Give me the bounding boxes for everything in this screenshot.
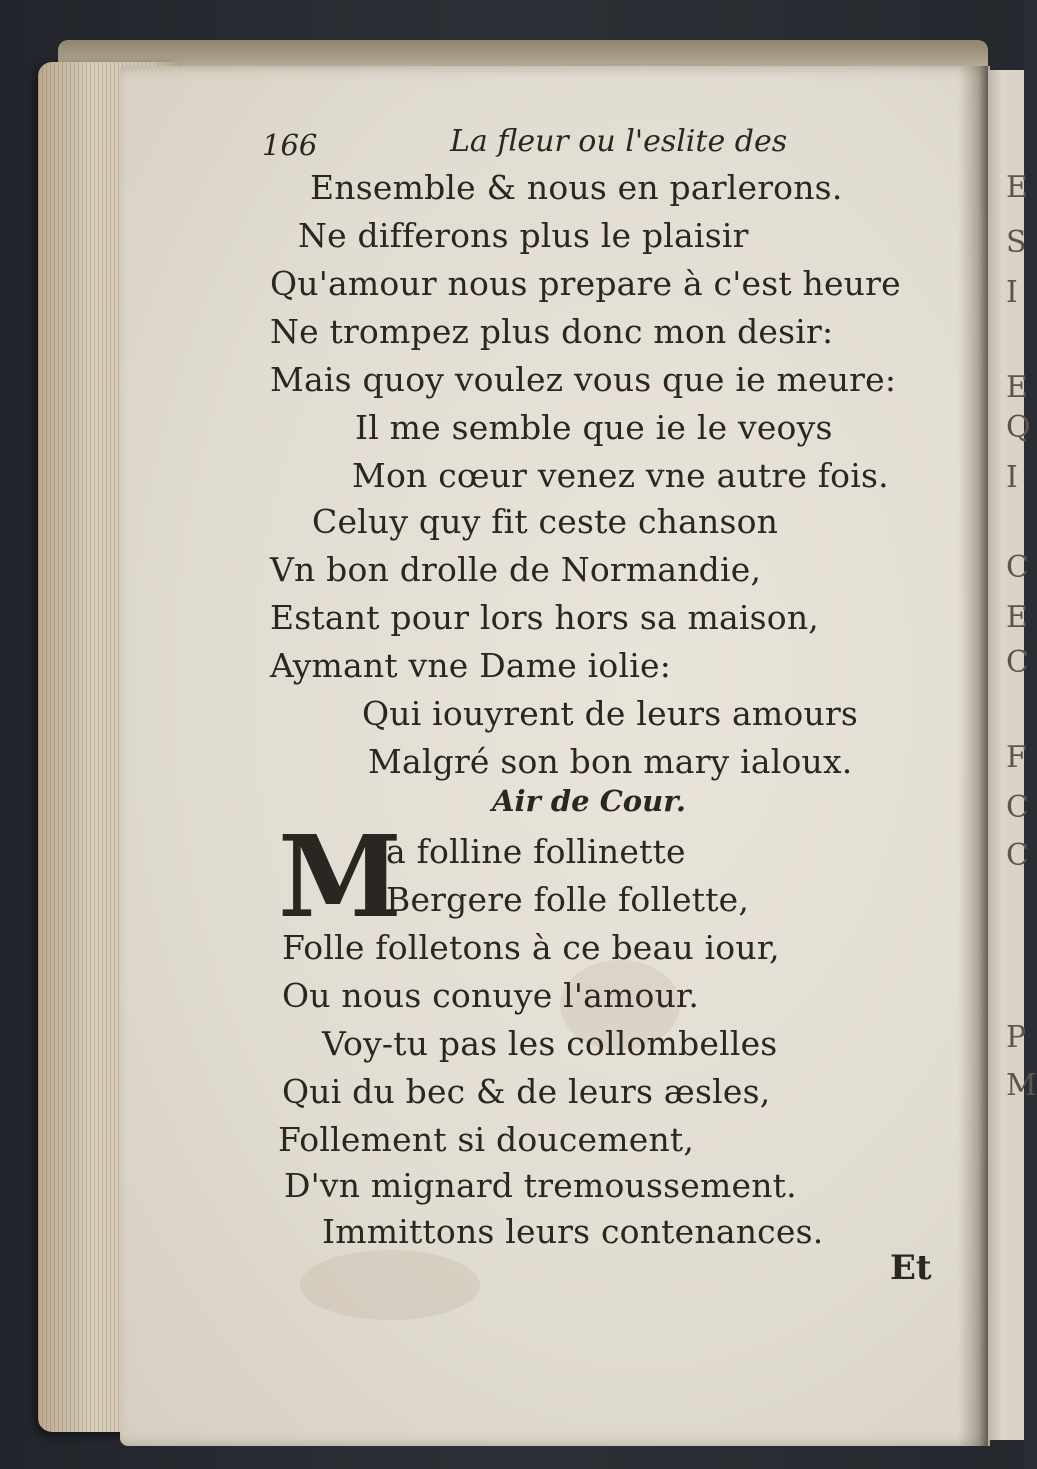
running-title: La fleur ou l'eslite des [450, 124, 788, 159]
facing-page-letter: P [1006, 1020, 1027, 1055]
song-line: a folline follinette [386, 832, 686, 871]
page-gutter [958, 66, 988, 1446]
verse-line: Qu'amour nous prepare à c'est heure [270, 264, 901, 303]
verse-line: Ensemble & nous en parlerons. [310, 168, 843, 207]
verse-line: Qui iouyrent de leurs amours [362, 694, 859, 733]
facing-page-letter: E [1006, 370, 1028, 405]
verse-line: Celuy quy fit ceste chanson [312, 502, 779, 541]
drop-cap: M [278, 812, 402, 943]
facing-page-letter: I [1006, 460, 1018, 495]
facing-page-letter: E [1006, 170, 1028, 205]
verse-line: Vn bon drolle de Normandie, [270, 550, 762, 589]
facing-page-letter: C [1006, 790, 1029, 825]
facing-page-letter: F [1006, 740, 1027, 775]
facing-page-letter: E [1006, 600, 1028, 635]
catchword: Et [890, 1248, 932, 1288]
song-line: Bergere folle follette, [386, 880, 750, 919]
song-line: Immittons leurs contenances. [322, 1212, 824, 1251]
song-line: Ou nous conuye l'amour. [282, 976, 700, 1015]
facing-page-letter: C [1006, 838, 1029, 873]
facing-page-letter: S [1006, 225, 1027, 260]
song-line: Folle folletons à ce beau iour, [282, 928, 780, 967]
verse-line: Ne trompez plus donc mon desir: [270, 312, 834, 351]
paper-stain [300, 1250, 480, 1320]
facing-page-letter: I [1006, 275, 1018, 310]
song-line: D'vn mignard tremoussement. [284, 1166, 797, 1205]
verse-line: Aymant vne Dame iolie: [270, 646, 672, 685]
facing-page-letter: Q [1006, 410, 1031, 445]
verse-line: Il me semble que ie le veoys [355, 408, 833, 447]
facing-page-letter: C [1006, 550, 1029, 585]
section-title: Air de Cour. [492, 784, 686, 818]
song-line: Voy-tu pas les collombelles [322, 1024, 778, 1063]
song-line: Qui du bec & de leurs æsles, [282, 1072, 771, 1111]
facing-page-letter: C [1006, 645, 1029, 680]
verse-line: Malgré son bon mary ialoux. [368, 742, 853, 781]
verse-line: Mon cœur venez vne autre fois. [352, 456, 889, 495]
facing-page-letter: M [1006, 1068, 1037, 1103]
verse-line: Ne differons plus le plaisir [298, 216, 749, 255]
page-number: 166 [262, 128, 318, 162]
song-line: Follement si doucement, [278, 1120, 695, 1159]
verse-line: Mais quoy voulez vous que ie meure: [270, 360, 897, 399]
verse-line: Estant pour lors hors sa maison, [270, 598, 819, 637]
